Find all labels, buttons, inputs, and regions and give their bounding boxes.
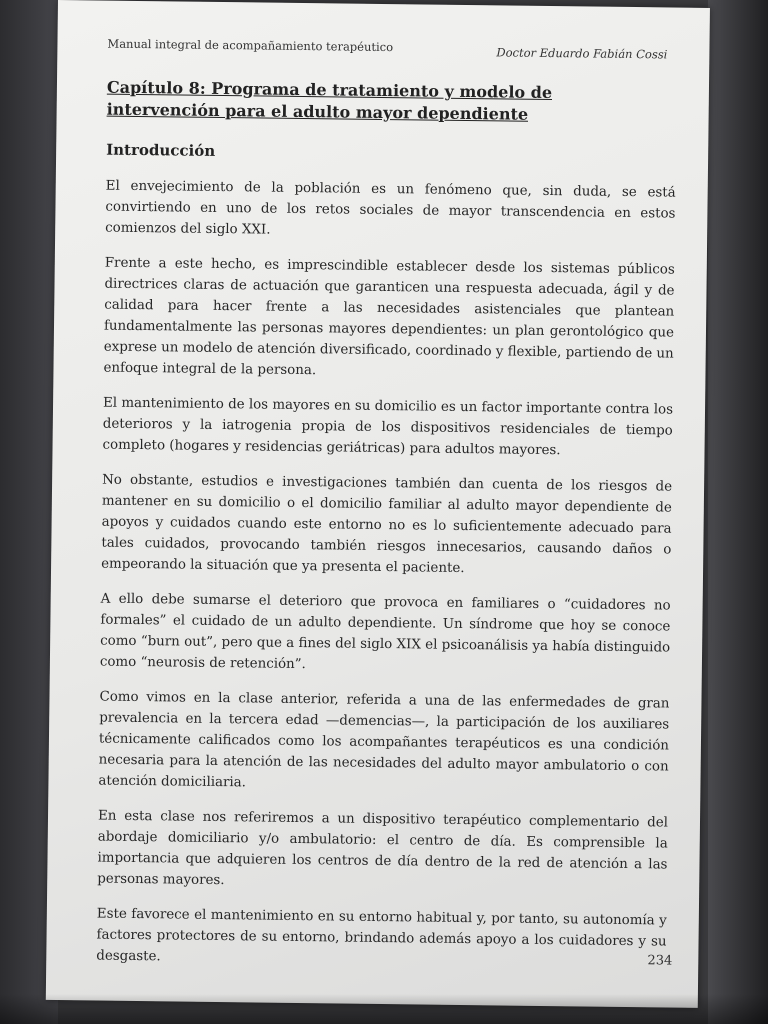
background-right-edge (708, 0, 768, 1024)
paragraph: El mantenimiento de los mayores en su domicilio es un factor importante contra los deterioros y la iatrogenia propia de los dispositivos residenciales de tiempo completo (hogares y residencias geriátricas) para adultos mayores. (102, 395, 674, 459)
paragraph: El envejecimiento de la población es un fenómeno que, sin duda, se está convirtiendo en uno de los retos sociales de mayor transcendencia en estos comienzos del siglo XXI. (105, 178, 676, 238)
section-title: Introducción (106, 140, 216, 160)
chapter-title: Capítulo 8: Programa de tratamiento y modelo de intervención para el adulto mayor dependiente (106, 77, 553, 124)
book-page (46, 0, 710, 1008)
paragraph: Como vimos en la clase anterior, referida a una de las enfermedades de gran prevalencia en la tercera edad —demencias—, la participación de los auxiliares técnicamente calificados como los acompañantes terapéuticos es una condición necesaria para la atención de las necesidades del adulto mayor ambulatorio o con atención domiciliaria. (98, 689, 670, 791)
paragraph: Frente a este hecho, es imprescindible establecer desde los sistemas públicos directrices claras de actuación que garanticen una respuesta adecuada, ágil y de calidad para hacer frente a las necesidades asistenciales que plantean fundamentalmente las personas mayores dependientes: un plan gerontológico que exprese un modelo de atención diversificado, coordinado y flexible, partiendo de un enfoque integral de la persona. (103, 255, 675, 379)
header-book-title: Manual integral de acompañamiento terapéutico (107, 36, 394, 55)
page-number: 234 (647, 953, 673, 969)
header-author: Doctor Eduardo Fabián Cossi (496, 45, 668, 62)
running-header (107, 36, 668, 62)
paragraph: En esta clase nos referiremos a un dispositivo terapéutico complementario del abordaje domiciliario y/o ambulatorio: el centro de día. Es comprensible la importancia que adquieren los centros de día dentro de la red de atención a las personas mayores. (97, 808, 669, 889)
background-bottom-shadow (0, 994, 768, 1024)
paragraph: A ello debe sumarse el deterioro que provoca en familiares o “cuidadores no formales” el cuidado de un adulto dependiente. Un síndrome que hoy se conoce como “burn out”, pero que a fines del siglo XIX el psicoanálisis ya había distinguido como “neurosis de retención”. (99, 591, 671, 673)
paragraph: No obstante, estudios e investigaciones también dan cuenta de los riesgos de mantener en su domicilio o el domicilio familiar al adulto mayor dependiente de apoyos y cuidados cuando este entorno no es lo suficientemente adecuado para tales cuidados, provocando también riesgos innecesarios, causando daños o empeorando la situación que ya presenta el paciente. (101, 472, 673, 577)
paragraph: Este favorece el mantenimiento en su entorno habitual y, por tanto, su autonomía y factores protectores de su entorno, brindando además apoyo a los cuidadores y su desgaste. (96, 906, 667, 965)
body-text (96, 176, 676, 988)
